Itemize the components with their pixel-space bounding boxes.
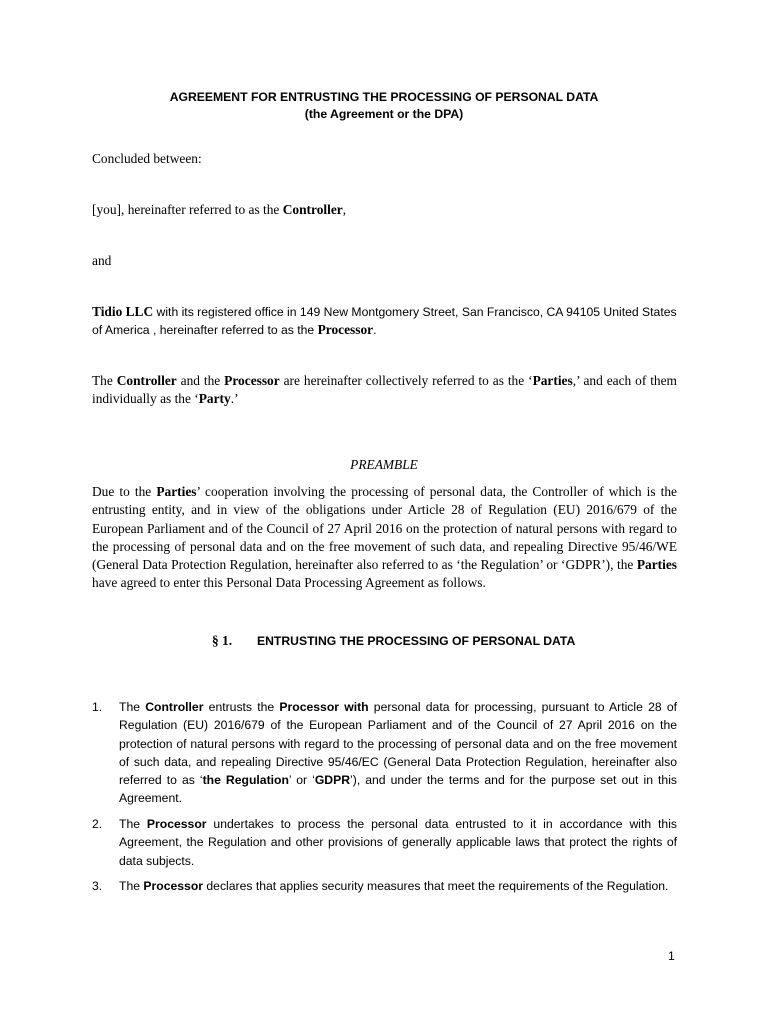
item-1-text-c: entrusts the	[203, 700, 280, 714]
preamble-heading: PREAMBLE	[350, 457, 418, 472]
item-1-text-f: ’), and under the terms and for the purpose set out in this Agreement.	[119, 773, 677, 806]
item-2-text-a: The	[119, 817, 147, 831]
document-title: AGREEMENT FOR ENTRUSTING THE PROCESSING OF PERSONAL DATA	[169, 90, 599, 104]
section-title: ENTRUSTING THE PROCESSING OF PERSONAL DATA	[257, 634, 576, 648]
controller-party-suffix: ,	[342, 202, 347, 217]
document-subtitle: (the Agreement or the DPA)	[304, 107, 464, 121]
controller-party-text: [you], hereinafter referred to as the	[92, 202, 283, 217]
party-term: Party	[198, 391, 231, 407]
preamble-paragraph	[92, 483, 677, 593]
and-connector: and	[92, 253, 112, 268]
preamble-text-1: Due to the	[92, 484, 157, 499]
processor-company-name: Tidio LLC	[92, 304, 154, 319]
item-2-processor-term: Processor	[146, 817, 207, 831]
list-item-text	[119, 698, 677, 808]
preamble-parties-term-2: Parties	[636, 557, 677, 573]
item-1-processor-term: Processor with	[279, 700, 369, 714]
parties-text-1: The	[92, 373, 117, 388]
item-3-processor-term: Processor	[143, 879, 204, 893]
parties-text-4: ,’ and each of them individually as the ‘	[92, 373, 677, 407]
list-item-number: 1.	[92, 700, 103, 714]
item-1-regulation-term: the Regulation	[202, 773, 289, 788]
section-number: § 1.	[212, 633, 233, 648]
item-1-controller-term: Controller	[145, 700, 204, 714]
preamble-parties-term-1: Parties	[156, 484, 197, 499]
list-item-number: 2.	[92, 817, 103, 831]
parties-definition-paragraph	[92, 372, 677, 409]
page-number: 1	[668, 949, 675, 963]
item-1-text-d: personal data for processing, pursuant to Article 28 of Regulation (EU) 2016/679 of the European Parliament and of the Council of 27 April 2016 on the protection of natural persons with regard to the processing of personal data and on the free movement of such data, and repealing Directive 95/46/EC (General Data Protection Regulation, hereinafter also referred to as ‘	[119, 700, 678, 788]
list-item-text	[119, 815, 677, 870]
item-1-text-a: The	[119, 700, 146, 714]
processor-party-paragraph	[92, 303, 677, 340]
parties-term: Parties	[532, 373, 573, 388]
parties-text-5: .’	[230, 391, 239, 407]
preamble-text-3: have agreed to enter this Personal Data Processing Agreement as follows.	[92, 575, 486, 591]
item-2-text-c: undertakes to process the personal data entrusted to it in accordance with this Agreement, the Regulation and other provisions of generally applicable laws that protect the rights of data subjects.	[119, 817, 677, 868]
item-1-gdpr-term: GDPR	[314, 773, 351, 788]
controller-party-line	[92, 201, 677, 219]
concluded-between: Concluded between:	[92, 151, 202, 166]
parties-processor-term: Processor	[224, 373, 280, 388]
controller-term: Controller	[282, 202, 343, 217]
list-item-number: 3.	[92, 879, 103, 893]
parties-text-3: are hereinafter collectively referred to as the ‘	[279, 373, 533, 388]
parties-controller-term: Controller	[116, 373, 177, 388]
preamble-text-2: ’ cooperation involving the processing of personal data, the Controller of which is the entrusting entity, and in view of the obligations under Article 28 of Regulation (EU) 2016/679 of the European Parliament and of the Council of 27 April 2016 on the protection of natural persons with regard to the processing of personal data and on the free movement of such data, and repealing Directive 95/46/WE (General Data Protection Regulation, hereinafter also referred to as ‘the Regulation’ or ‘GDPR’), the	[92, 484, 677, 573]
processor-address-text: with its registered office in 149 New Montgomery Street, San Francisco, CA 94105 United States of America , hereinafter referred to as the	[92, 305, 677, 338]
processor-term: Processor	[317, 322, 374, 338]
item-1-text-e: ’ or ‘	[288, 773, 315, 788]
item-3-text-c: declares that applies security measures that meet the requirements of the Regulation.	[203, 879, 669, 893]
parties-text-2: and the	[176, 373, 225, 388]
list-item-text	[119, 877, 677, 895]
processor-party-suffix: .	[373, 323, 377, 338]
item-3-text-a: The	[119, 879, 144, 893]
